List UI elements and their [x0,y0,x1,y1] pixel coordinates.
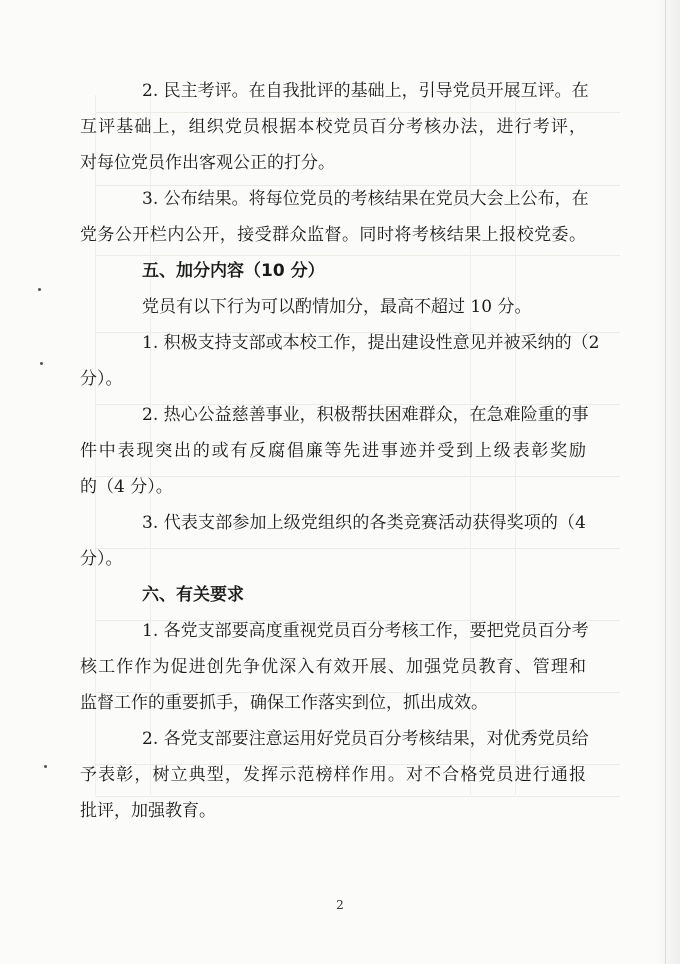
paragraph-line: 监督工作的重要抓手，确保工作落实到位，抓出成效。 [80,693,488,713]
paragraph-line: 批评，加强教育。 [80,801,216,821]
page-edge-shadow [656,0,680,964]
paragraph-line: 2. 民主考评。在自我批评的基础上，引导党员开展互评。在 [142,81,589,101]
paragraph-line: 件中表现突出的或有反腐倡廉等先进事迹并受到上级表彰奖励 [80,441,586,461]
paragraph-line: 3. 公布结果。将每位党员的考核结果在党员大会上公布，在 [142,189,589,209]
section-heading: 五、加分内容（10 分） [142,261,325,281]
bleed-through-line [95,476,620,477]
scan-speck [38,288,41,291]
paragraph-line: 党务公开栏内公开，接受群众监督。同时将考核结果上报校党委。 [80,225,586,245]
paragraph-line: 分）。 [80,369,123,389]
paragraph-line: 予表彰，树立典型，发挥示范榜样作用。对不合格党员进行通报 [80,765,586,785]
bleed-through-line [95,185,620,186]
scan-speck [40,362,43,365]
paragraph-line: 对每位党员作出客观公正的打分。 [80,153,335,173]
scan-speck [44,765,47,768]
bleed-through-line [95,548,620,549]
paragraph-line: 1. 积极支持支部或本校工作，提出建设性意见并被采纳的（2 [142,333,600,353]
bleed-through-line [95,112,620,113]
section-heading: 六、有关要求 [142,585,244,605]
paragraph-line: 互评基础上，组织党员根据本校党员百分考核办法，进行考评， [80,117,586,137]
paragraph-line: 1. 各党支部要高度重视党员百分考核工作，要把党员百分考 [142,621,589,641]
paragraph-line: 的（4 分）。 [80,477,173,497]
paragraph-line: 3. 代表支部参加上级党组织的各类竞赛活动获得奖项的（4 [142,513,586,533]
paragraph-line: 2. 各党支部要注意运用好党员百分考核结果，对优秀党员给 [142,729,589,749]
paragraph-line: 党员有以下行为可以酌情加分，最高不超过 10 分。 [142,297,532,317]
paragraph-line: 分）。 [80,549,123,569]
paragraph-line: 2. 热心公益慈善事业，积极帮扶困难群众，在急难险重的事 [142,405,589,425]
bleed-through-line [95,255,620,256]
bleed-through-line [95,796,620,797]
page-number: 2 [336,898,344,912]
page-edge-line [665,0,666,964]
paragraph-line: 核工作作为促进创先争优深入有效开展、加强党员教育、管理和 [80,657,586,677]
